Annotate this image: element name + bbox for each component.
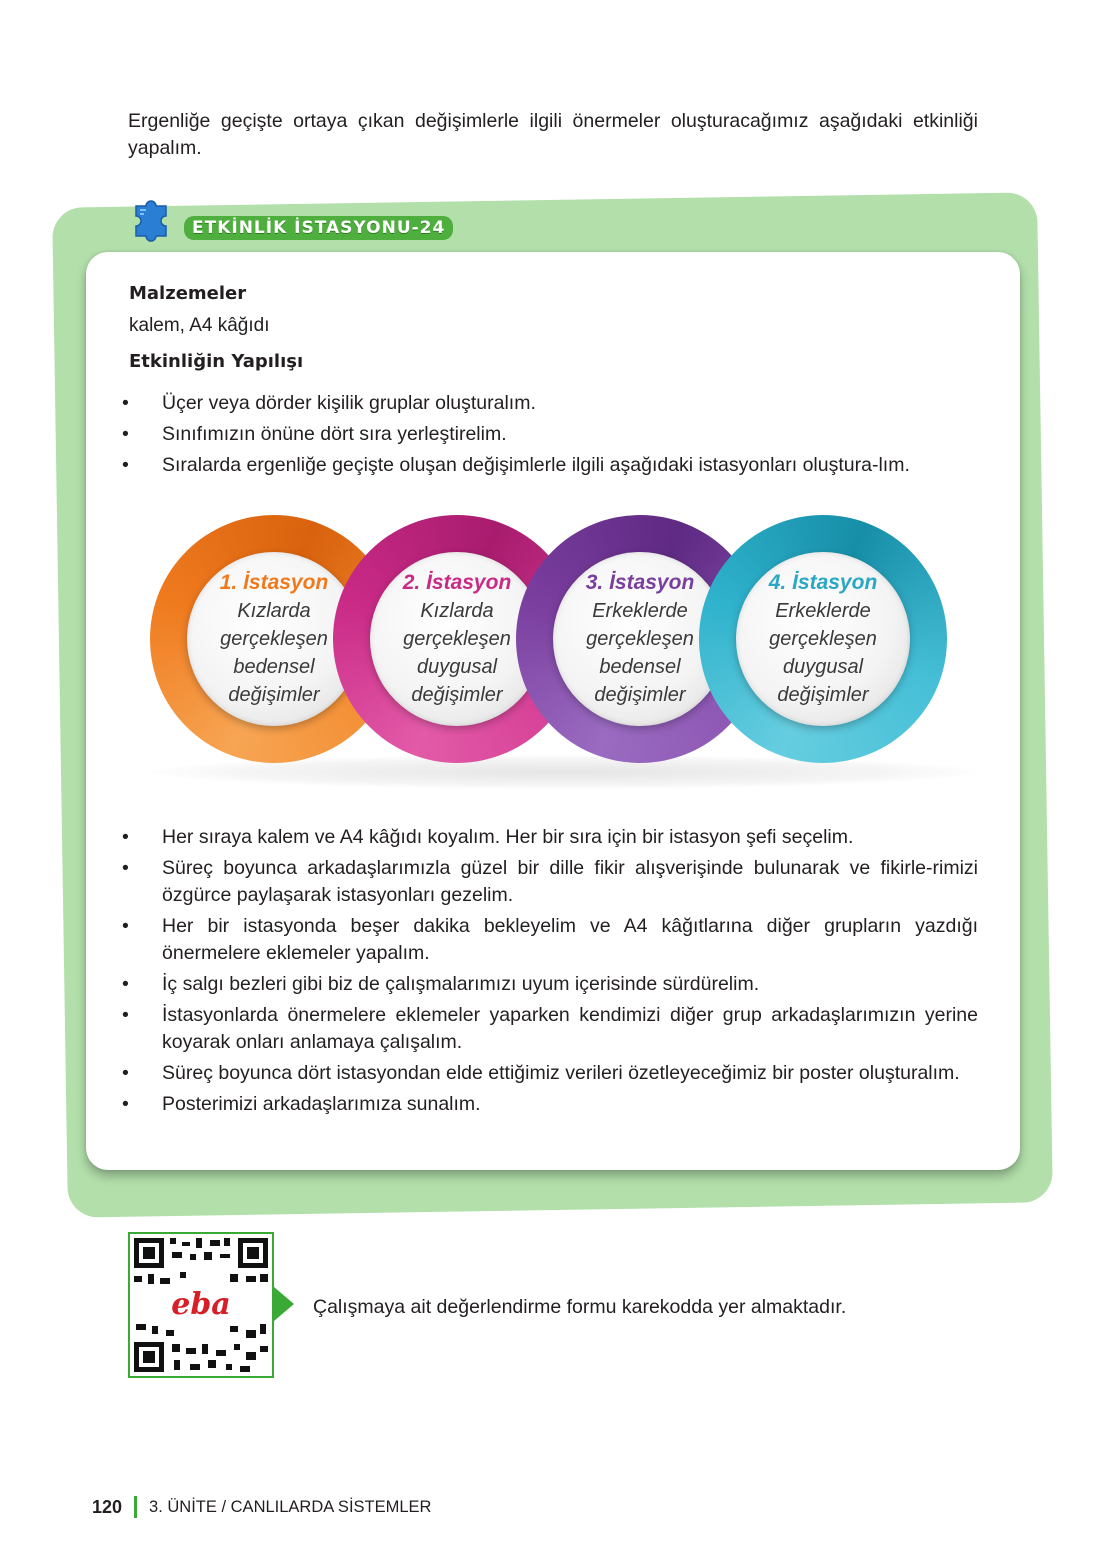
materials-heading: Malzemeler [129, 283, 247, 304]
materials-text: kalem, A4 kâğıdı [129, 315, 270, 336]
intro-paragraph: Ergenliğe geçişte ortaya çıkan değişimlerle ilgili önermeler oluşturacağımız aşağıdaki etkinliği yapalım. [128, 110, 978, 159]
procedure-heading: Etkinliğin Yapılışı [129, 351, 304, 372]
qr-caption: Çalışmaya ait değerlendirme formu karekodda yer almaktadır. [313, 1296, 847, 1318]
station-title: 1. İstasyon [219, 571, 329, 594]
list-item: • İç salgı bezleri gibi biz de çalışmalarımızı uyum içerisinde sürdürelim. [122, 973, 760, 995]
list-item: • Süreç boyunca dört istasyondan elde ettiğimiz verileri özetleyeceğimiz bir poster oluşturalım. [122, 1062, 960, 1084]
steps-before-list [122, 390, 978, 483]
station-title: 2. İstasyon [402, 571, 512, 594]
page-number: 120 [92, 1496, 123, 1517]
activity-title: ETKİNLİK İSTASYONU-24 [184, 216, 453, 240]
steps-after-list [122, 824, 978, 1122]
puzzle-icon [128, 192, 180, 244]
list-item: • Her bir istasyonda beşer dakika bekleyelim ve A4 kâğıtlarına diğer grupların yazdığı önermelere eklemeler yapalım. [122, 915, 978, 964]
list-item: • Sınıfımızın önüne dört sıra yerleştirelim. [122, 423, 507, 445]
station-2: 2. İstasyon Kızlarda gerçekleşen duygusal değişimler [333, 515, 581, 763]
stations-diagram [150, 515, 980, 785]
station-3: 3. İstasyon Erkeklerde gerçekleşen bedensel değişimler [516, 515, 764, 763]
activity-badge [128, 192, 453, 244]
qr-pattern [130, 1234, 272, 1376]
unit-title: 3. ÜNİTE / CANLILARDA SİSTEMLER [149, 1497, 432, 1516]
station-title: 4. İstasyon [768, 571, 878, 594]
station-4: 4. İstasyon Erkeklerde gerçekleşen duygusal değişimler [699, 515, 947, 763]
station-title: 3. İstasyon [585, 571, 695, 594]
qr-code[interactable] [128, 1232, 274, 1378]
list-item: • Posterimizi arkadaşlarımıza sunalım. [122, 1093, 481, 1115]
list-item: • Üçer veya dörder kişilik gruplar oluşturalım. [122, 392, 536, 414]
footer-divider [134, 1496, 137, 1518]
list-item: • Süreç boyunca arkadaşlarımızla güzel bir dille fikir alışverişinde bulunarak ve fikirle-rimizi özgürce paylaşarak istasyonları gezelim. [122, 857, 978, 906]
eba-logo: eba [171, 1287, 231, 1322]
page-footer [92, 1496, 431, 1518]
list-item: • Her sıraya kalem ve A4 kâğıdı koyalım. Her bir sıra için bir istasyon şefi seçelim. [122, 826, 854, 848]
list-item: • Sıralarda ergenliğe geçişte oluşan değişimlerle ilgili aşağıdaki istasyonları oluştura-lım. [122, 454, 910, 476]
station-1: 1. İstasyon Kızlarda gerçekleşen bedensel değişimler [150, 515, 398, 763]
arrow-right-icon [274, 1287, 294, 1321]
list-item: • İstasyonlarda önermelere eklemeler yaparken kendimizi diğer grup arkadaşlarımızın yerine koyarak onları anlamaya çalışalım. [122, 1004, 978, 1053]
